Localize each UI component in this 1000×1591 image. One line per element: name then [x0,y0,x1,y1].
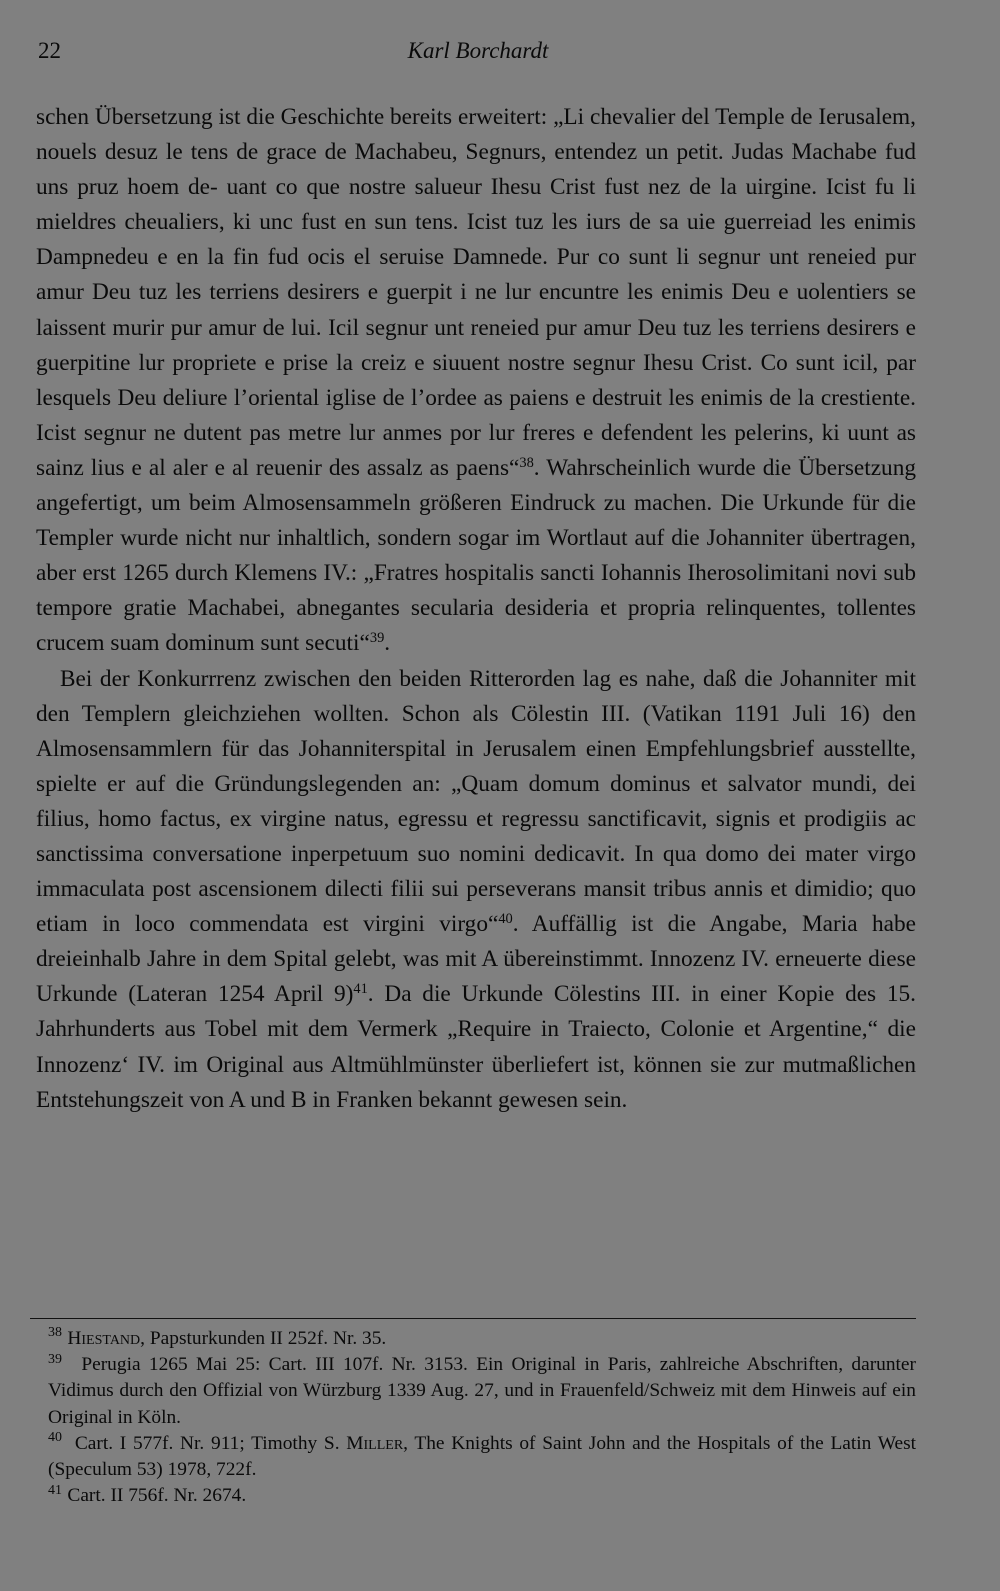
footnote-text: Perugia 1265 Mai 25: Cart. III 107f. Nr. 3153. Ein Original in Paris, zahlreiche Abschriften, darunter Vidimus durch den Offizial von Würzburg 1339 Aug. 27, und in Frauenfeld/Schweiz mit dem Hinweis auf ein Original in Köln. [48,1354,917,1428]
running-head: Karl Borchardt [407,38,549,63]
footnote-number: 38 [48,1325,62,1341]
footnote-reference: 38 [519,455,534,471]
footnote-text: Cart. I 577f. Nr. 911; Timothy S. [74,1432,347,1454]
footnote-40 [36,1431,916,1483]
body-paragraph [36,662,916,1118]
footnotes [36,1326,916,1509]
footnote-number: 40 [48,1430,62,1446]
paragraph-text: Bei der Konkurrrenz zwischen den beiden Ritterorden lag es nahe, daß die Johanniter mit den Templern gleichziehen wollten. Schon als Cölestin III. (Vatikan 1191 Juli 16) den Almosensammlern für das Johanniterspital in Jerusalem einen Empfehlungsbrief ausstellte, spielte er auf die Gründungslegenden an: „Quam domum dominus et salvator mundi, dei filius, homo factus, ex virgine natus, egressu et regressu sanctificavit, signis et prodigiis ac sanctissima conversatione inperpetuum suo nomini dedicavit. In qua domo dei mater virgo immaculata post ascensionem dilecti filii sui perseverans mansit tribus annis et dimidio; quo etiam in loco commendata est virgini virgo“ [36,665,916,938]
main-text [36,100,916,1118]
paragraph-text: . Da die Urkunde Cölestins III. in einer Kopie des 15. Jahrhunderts aus Tobel mit dem Vermerk „Require in Traiecto, Colonie et Argentine,“ die Innozenz‘ IV. im Original aus Altmühlmünster überliefert ist, können sie zur mutmaßlichen Entstehungszeit von A und B in Franken bekannt gewesen sein. [36,981,917,1113]
footnote-text: Cart. II 756f. Nr. 2674. [67,1485,247,1507]
paragraph-text: . Auffällig ist die Angabe, Maria habe dreieinhalb Jahre in dem Spital gelebt, was mit A übereinstimmt. Innozenz IV. erneuerte diese Urkunde (Lateran 1254 April 9) [36,911,916,1008]
footnote-38 [36,1326,916,1352]
paragraph-text: . Wahrscheinlich wurde die Übersetzung angefertigt, um beim Almosensammeln größeren Eindruck zu machen. Die Urkunde für die Templer wurde nicht nur inhaltlich, sondern sogar im Wortlaut auf die Johanniter übertragen, aber erst 1265 durch Klemens IV.: „Fratres hospitalis sancti Iohannis Iherosolimitani novi sub tempore gratie Machabei, abnegantes secularia desideria et propria relinquentes, tollentes crucem suam dominum sunt secuti“ [36,454,917,657]
paragraph-text: . [384,630,391,657]
paragraph-text: schen Übersetzung ist die Geschichte bereits erweitert: „Li chevalier del Temple de Ierusalem, nouels desuz le tens de grace de Machabeu, Segnurs, entendez un petit. Judas Machabe fud uns pruz hoem de- uant co que nostre salueur Ihesu Crist fust nez de la uirgine. Icist fu li mieldres cheualiers, ki unc fust en sun tens. Icist tuz les iurs de sa uie guerreiad les enimis Dampnedeu e en la fin fud ocis el seruise Damnede. Pur co sunt li segnur unt reneied pur amur Deu tuz les terriens desirers e guerpit i ne lur encuntre les enimis Deu e uolentiers se laissent murir pur amur de lui. Icil segnur unt reneied pur amur Deu tuz les terriens desirers e guerpitine lur propriete e prise la creiz e siuuent nostre segnur Ihesu Crist. Co sunt icil, par lesquels Deu deliure l’oriental iglise de l’ordee as paiens e destruit les enimis de la crestiente. Icist segnur ne dutent pas metre lur anmes por lur freres e defendent les pelerins, ki uunt as sainz lius e al aler e al reuenir des assalz as paens“ [36,104,916,481]
footnote-separator [30,1318,916,1319]
footnote-number: 41 [48,1482,62,1498]
footnote-text: , The Knights of Saint John and the Hospitals of the Latin West (Speculum 53) 1978, 722f. [48,1432,917,1481]
footnote-reference: 40 [498,911,513,928]
footnote-reference: 41 [353,981,368,998]
author-name: Hiestand [67,1328,141,1349]
footnote-39 [36,1352,916,1431]
footnote-reference: 39 [369,630,385,647]
footnote-number: 39 [48,1351,62,1367]
footnote-41 [36,1483,916,1509]
author-name: Miller [346,1432,404,1454]
body-paragraph [36,100,916,662]
footnote-text: , Papsturkunden II 252f. Nr. 35. [140,1328,387,1349]
page-header [38,38,918,72]
page-number: 22 [38,38,61,63]
